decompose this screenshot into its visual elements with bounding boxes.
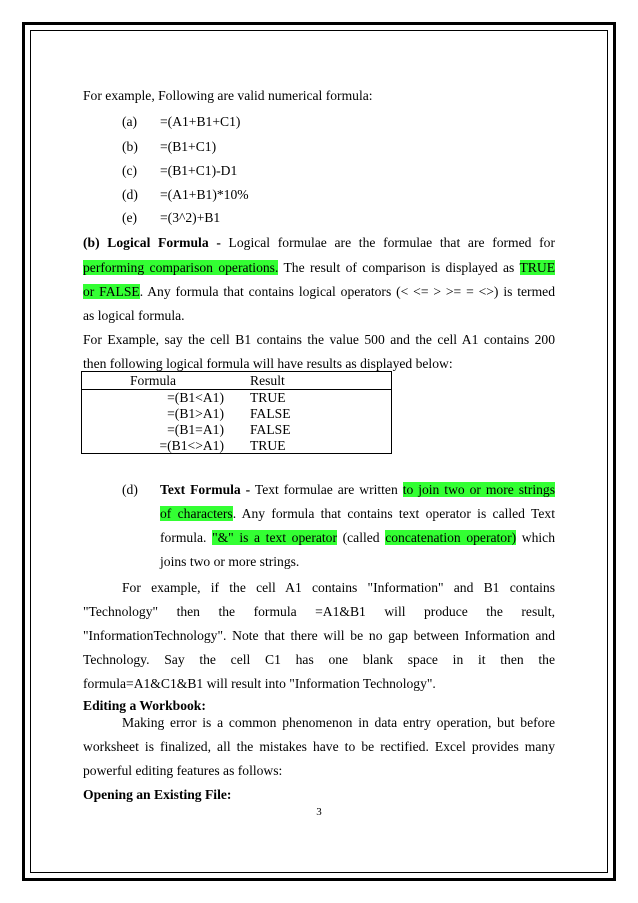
logical-line-1: (b) Logical Formula - Logical formulae are the formulae that are formed for xyxy=(83,235,555,250)
table-cell-result: TRUE xyxy=(250,390,286,405)
example-label: (a) xyxy=(122,114,138,129)
example-line-5: formula=A1&C1&B1 will result into "Information Technology". xyxy=(83,676,436,691)
editing-line-1: Making error is a common phenomenon in data entry operation, but before xyxy=(122,715,555,730)
example-line-4: Technology. Say the cell C1 has one blank space in it then the xyxy=(83,652,555,667)
intro-text: For example, Following are valid numerical formula: xyxy=(83,88,373,103)
table-cell-formula: =(B1<A1) xyxy=(167,390,224,405)
text-formula-label: (d) xyxy=(122,482,138,497)
example-formula: =(A1+B1+C1) xyxy=(160,114,241,129)
table-header-result: Result xyxy=(250,373,285,388)
example-line-2: "Technology" then the formula =A1&B1 will produce the result, xyxy=(83,604,555,619)
table-cell-result: TRUE xyxy=(250,438,286,453)
highlight: TRUE xyxy=(519,260,555,275)
example-label: (c) xyxy=(122,163,138,178)
logical-line-2: performing comparison operations. The result of comparison is displayed as TRUE xyxy=(83,260,555,275)
editing-heading: Editing a Workbook: xyxy=(83,698,206,713)
text-formula-heading: Text Formula - xyxy=(160,482,251,497)
results-table xyxy=(81,371,392,454)
logical-line-4: as logical formula. xyxy=(83,308,185,323)
example-formula: =(3^2)+B1 xyxy=(160,210,221,225)
example-label: (d) xyxy=(122,187,138,202)
example-label: (e) xyxy=(122,210,138,225)
table-cell-formula: =(B1=A1) xyxy=(167,422,224,437)
example-line-3: "InformationTechnology". Note that there will be no gap between Information and xyxy=(83,628,555,643)
highlight: of characters xyxy=(160,506,233,521)
text-formula-line-1: Text Formula - Text formulae are written to join two or more strings xyxy=(160,482,555,497)
highlight: or FALSE xyxy=(83,284,140,299)
text-formula-line-4: joins two or more strings. xyxy=(160,554,300,569)
editing-line-2: worksheet is finalized, all the mistakes have to be rectified. Excel provides many xyxy=(83,739,555,754)
text-formula-line-2: of characters. Any formula that contains text operator is called Text xyxy=(160,506,555,521)
logical-line-3: or FALSE. Any formula that contains logical operators (< <= > >= = <>) is termed xyxy=(83,284,555,299)
example-label: (b) xyxy=(122,139,138,154)
text-formula-line-3: formula. "&" is a text operator (called concatenation operator) which xyxy=(160,530,555,545)
table-cell-result: FALSE xyxy=(250,406,291,421)
opening-heading: Opening an Existing File: xyxy=(83,787,232,802)
table-cell-formula: =(B1<>A1) xyxy=(159,438,224,453)
example-line-1: For example, if the cell A1 contains "Information" and B1 contains xyxy=(122,580,555,595)
highlight: to join two or more strings xyxy=(402,482,555,497)
example-formula: =(A1+B1)*10% xyxy=(160,187,249,202)
logical-heading: (b) Logical Formula - xyxy=(83,235,221,250)
logical-line-6: then following logical formula will have results as displayed below: xyxy=(83,356,453,371)
highlight: performing comparison operations. xyxy=(83,260,279,275)
highlight: "&" is a text operator xyxy=(212,530,337,545)
example-formula: =(B1+C1) xyxy=(160,139,217,154)
page-number: 3 xyxy=(316,806,322,818)
editing-line-3: powerful editing features as follows: xyxy=(83,763,283,778)
logical-line-5: For Example, say the cell B1 contains the value 500 and the cell A1 contains 200 xyxy=(83,332,555,347)
table-header-formula: Formula xyxy=(130,373,177,388)
highlight: concatenation operator) xyxy=(385,530,517,545)
table-cell-formula: =(B1>A1) xyxy=(167,406,224,421)
example-formula: =(B1+C1)-D1 xyxy=(160,163,238,178)
table-cell-result: FALSE xyxy=(250,422,291,437)
